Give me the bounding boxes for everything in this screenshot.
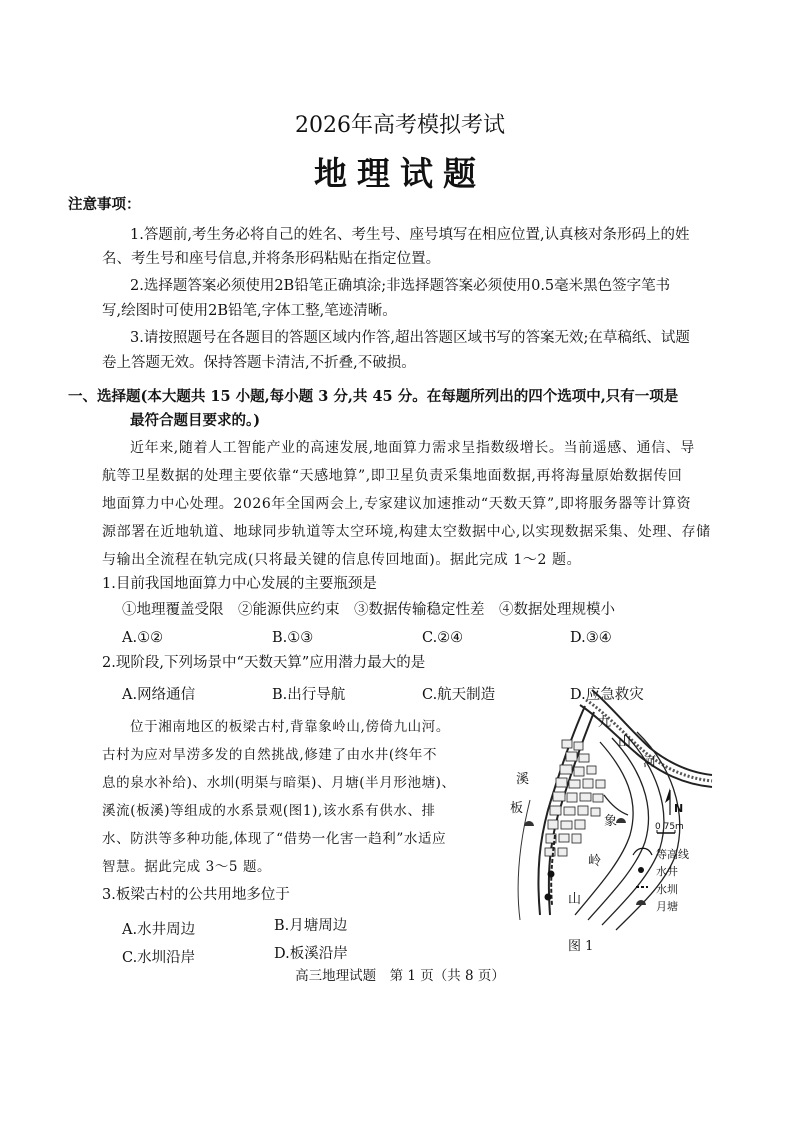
legend-contour: 等高线 — [656, 848, 689, 861]
q1-items: ①地理覆盖受限 ②能源供应约束 ③数据传输稳定性差 ④数据处理规模小 — [122, 602, 615, 618]
passage1-line-4: 源部署在近地轨道、地球同步轨道等太空环境,构建太空数据中心,以实现数据采集、处理、存储 — [102, 524, 711, 540]
q3-option-b: B.月塘周边 — [274, 918, 348, 934]
legend-pond: 月塘 — [656, 900, 678, 913]
q1-stem: 1.目前我国地面算力中心发展的主要瓶颈是 — [102, 576, 377, 592]
page-footer: 高三地理试题 第 1 页（共 8 页） — [295, 968, 505, 984]
map-label-xiang: 象 — [604, 814, 618, 829]
q3-stem: 3.板梁古村的公共用地多位于 — [102, 887, 290, 903]
figure-caption: 图 1 — [568, 939, 594, 954]
notice-line-6: 卷上答题无效。保持答题卡清洁,不折叠,不破损。 — [102, 355, 416, 371]
q3-option-c: C.水圳沿岸 — [122, 950, 196, 966]
scale-label: 0 75m — [655, 822, 684, 832]
q2-option-d: D.应急救灾 — [570, 687, 644, 703]
passage1-line-1: 近年来,随着人工智能产业的高速发展,地面算力需求呈指数级增长。当前遥感、通信、导 — [130, 440, 695, 456]
passage2-line-4: 溪流(板溪)等组成的水系景观(图1),该水系有供水、排 — [102, 803, 436, 819]
notice-line-5: 3.请按照题号在各题目的答题区域内作答,超出答题区域书写的答案无效;在草稿纸、试题 — [130, 330, 690, 346]
notice-line-3: 2.选择题答案必须使用2B铅笔正确填涂;非选择题答案必须使用0.5毫米黑色签字笔书 — [130, 278, 671, 294]
section-title-cont: 最符合题目要求的。) — [130, 412, 261, 429]
q3-option-a: A.水井周边 — [122, 922, 196, 938]
passage2-line-5: 水、防洪等多种功能,体现了“借势一化害一趋利”水适应 — [102, 831, 447, 847]
map-label-xi: 溪 — [516, 772, 530, 787]
notice-heading: 注意事项： — [68, 196, 141, 213]
passage1-line-3: 地面算力中心处理。2026年全国两会上,专家建议加速推动“天数天算”,即将服务器等计算资 — [102, 496, 692, 512]
q1-option-c: C.②④ — [422, 630, 464, 646]
map-label-shan: 山 — [618, 735, 632, 750]
q2-stem: 2.现阶段,下列场景中“天数天算”应用潜力最大的是 — [102, 655, 426, 671]
map-label-ling: 岭 — [588, 854, 602, 869]
section-title: 一、选择题(本大题共 15 小题,每小题 3 分,共 45 分。在每题所列出的四个选项中,只有一项是 — [68, 388, 679, 405]
notice-line-1: 1.答题前,考生务必将自己的姓名、考生号、座号填写在相应位置,认真核对条形码上的姓 — [130, 227, 690, 243]
q2-option-b: B.出行导航 — [272, 687, 346, 703]
notice-line-4: 写,绘图时可使用2B铅笔,字体工整,笔迹清晰。 — [102, 303, 397, 319]
map-label-shan2: 山 — [568, 892, 582, 907]
passage1-line-5: 与输出全流程在轨完成(只将最关键的信息传回地面)。据此完成 1～2 题。 — [102, 552, 582, 568]
passage2-line-2: 古村为应对旱涝多发的自然挑战,修建了由水井(终年不 — [102, 747, 438, 763]
map-label-he: 河 — [643, 755, 657, 770]
legend-channel: 水圳 — [656, 883, 678, 896]
q1-option-a: A.①② — [122, 630, 164, 646]
q1-option-d: D.③④ — [570, 630, 612, 646]
passage2-line-6: 智慧。据此完成 3～5 题。 — [102, 859, 272, 875]
q3-option-d: D.板溪沿岸 — [274, 946, 348, 962]
map-label-jiu: 九 — [598, 715, 612, 730]
passage2-line-3: 息的泉水补给)、水圳(明渠与暗渠)、月塘(半月形池塘)、 — [102, 775, 456, 791]
passage2-line-1: 位于湘南地区的板梁古村,背靠象岭山,傍倚九山河。 — [130, 719, 450, 735]
map-label-ban: 板 — [510, 801, 524, 816]
q2-option-c: C.航天制造 — [422, 687, 496, 703]
legend-well: 水井 — [656, 865, 678, 878]
q1-option-b: B.①③ — [272, 630, 314, 646]
q2-option-a: A.网络通信 — [122, 687, 196, 703]
subject-title: 地理试题 — [314, 154, 486, 193]
passage1-line-2: 航等卫星数据的处理主要依靠“天感地算”,即卫星负责采集地面数据,再将海量原始数据传回 — [102, 468, 683, 484]
north-label: N — [674, 802, 684, 815]
notice-line-2: 名、考生号和座号信息,并将条形码粘贴在指定位置。 — [102, 251, 441, 267]
exam-title: 2026年高考模拟考试 — [295, 113, 505, 138]
